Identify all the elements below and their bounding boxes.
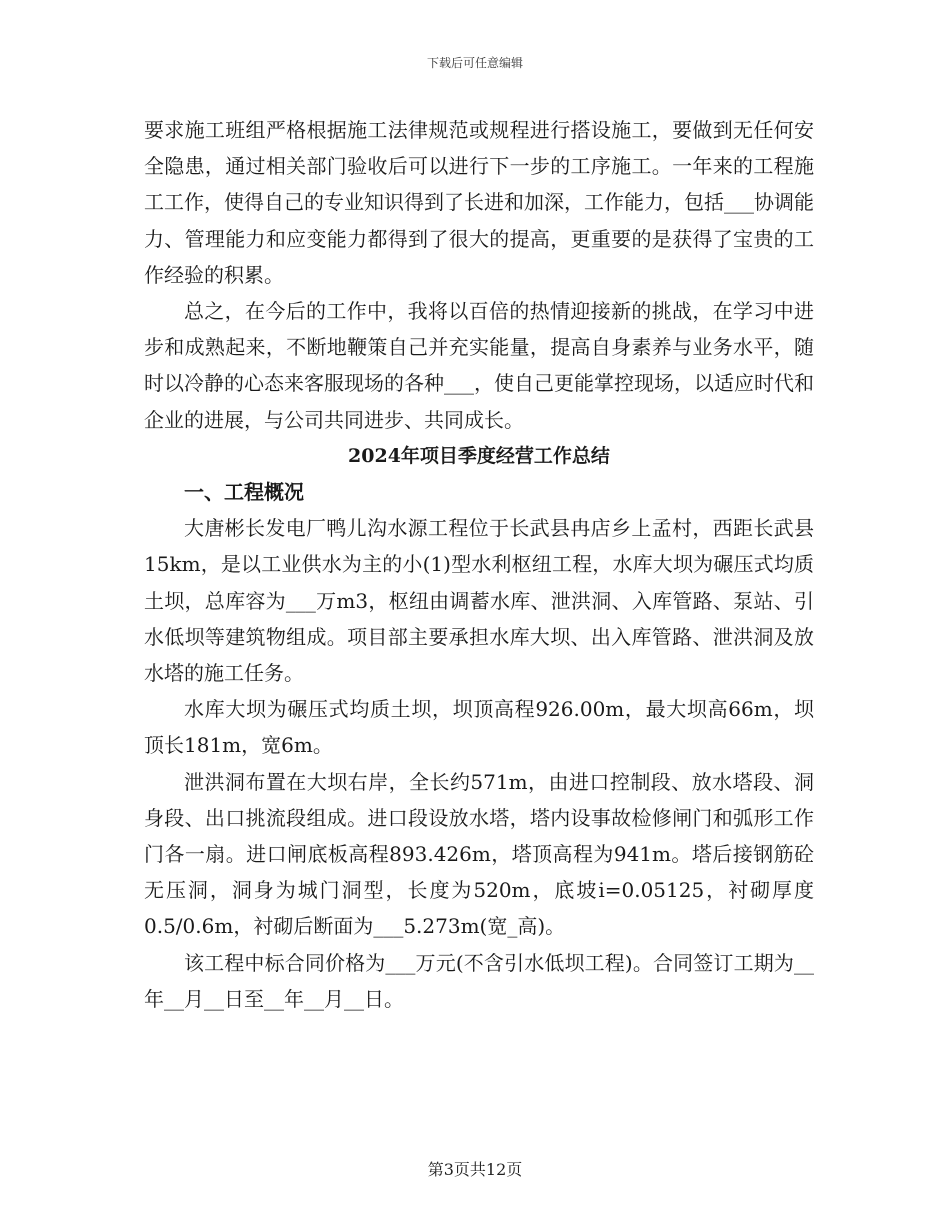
section-heading-1: 一、工程概况: [184, 480, 304, 505]
document-body: [144, 112, 814, 1017]
page-number: 第3页共12页: [427, 1160, 523, 1179]
paragraph-2: 总之，在今后的工作中，我将以百倍的热情迎接新的挑战，在学习中进步和成熟起来，不断地鞭策自己并充实能量，提高自身素养与业务水平，随时以冷静的心态来客服现场的各种___，使自己更能掌控现场，以适应时代和企业的进展，与公司共同进步、共同成长。: [144, 299, 814, 432]
paragraph-4: 水库大坝为碾压式均质土坝，坝顶高程926.00m，最大坝高66m，坝顶长181m，宽6m。: [144, 697, 814, 758]
paragraph-6: 该工程中标合同价格为___万元(不含引水低坝工程)。合同签订工期为__年__月__日至__年__月__日。: [144, 950, 814, 1011]
paragraph-1: 要求施工班组严格根据施工法律规范或规程进行搭设施工，要做到无任何安全隐患，通过相关部门验收后可以进行下一步的工序施工。一年来的工程施工工作，使得自己的专业知识得到了长进和加深，工作能力，包括___协调能力、管理能力和应变能力都得到了很大的提高，更重要的是获得了宝贵的工作经验的积累。: [144, 118, 814, 287]
document-title: 2024年项目季度经营工作总结: [348, 444, 610, 467]
paragraph-5: 泄洪洞布置在大坝右岸，全长约571m，由进口控制段、放水塔段、洞身段、出口挑流段组成。进口段设放水塔，塔内设事故检修闸门和弧形工作门各一扇。进口闸底板高程893.426m，塔顶高程为941m。塔后接钢筋砼无压洞，洞身为城门洞型，长度为520m，底坡i=0.05125，衬砌厚度0.5/0.6m，衬砌后断面为___5.273m(宽_高)。: [144, 769, 814, 939]
paragraph-3: 大唐彬长发电厂鸭儿沟水源工程位于长武县冉店乡上孟村，西距长武县15km，是以工业供水为主的小(1)型水利枢纽工程，水库大坝为碾压式均质土坝，总库容为___万m3，枢纽由调蓄水库、泄洪洞、入库管路、泵站、引水低坝等建筑物组成。项目部主要承担水库大坝、出入库管路、泄洪洞及放水塔的施工任务。: [144, 516, 814, 686]
page-header-note: 下载后可任意编辑: [426, 56, 523, 70]
